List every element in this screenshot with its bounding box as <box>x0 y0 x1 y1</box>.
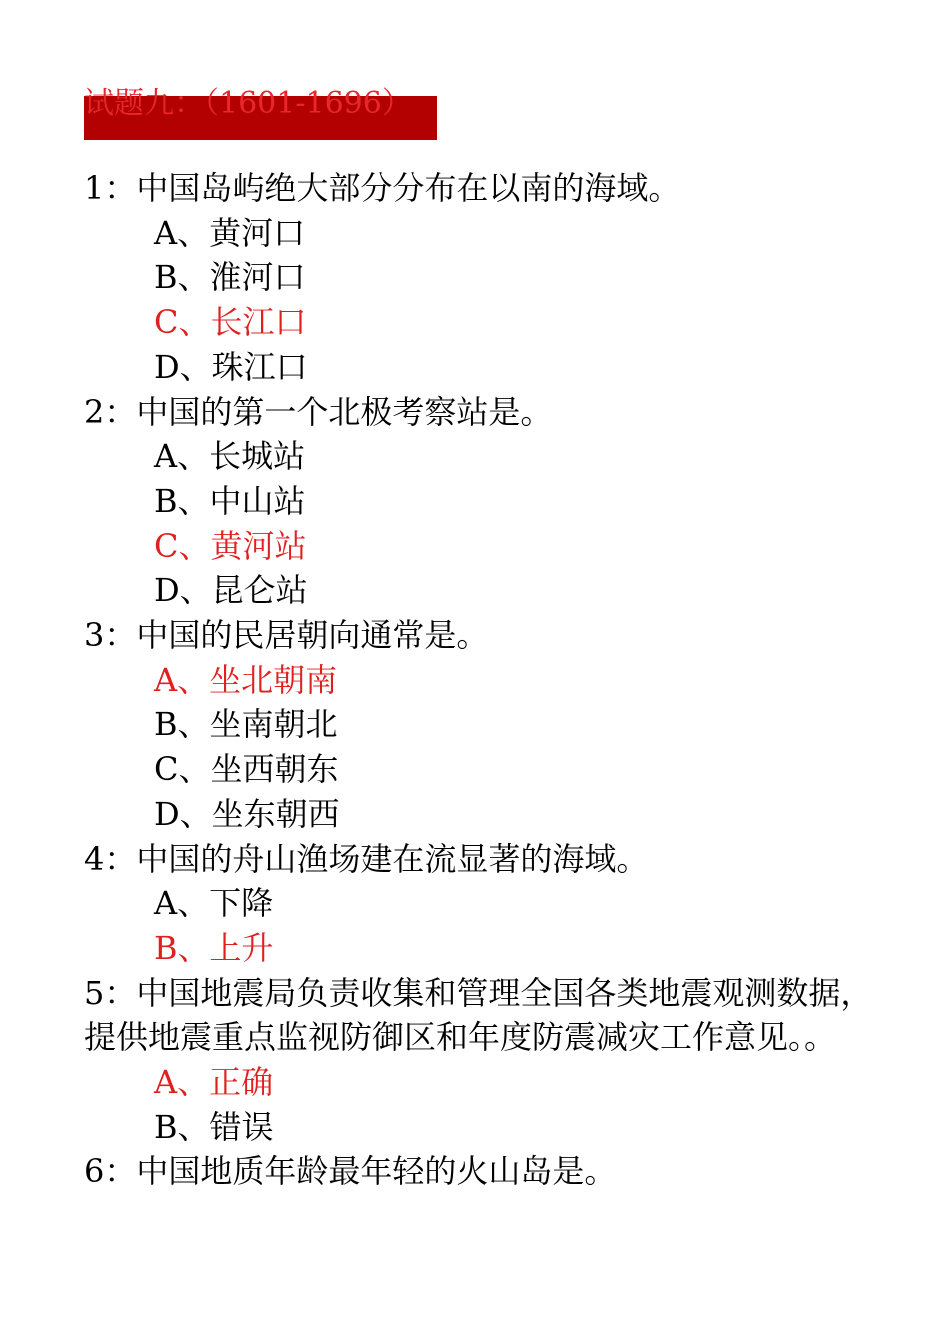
page-title: 试题九：（1601-1696） <box>84 86 412 121</box>
question-text: 1：中国岛屿绝大部分分布在以南的海域。 <box>84 169 681 207</box>
answer-option: C、坐西朝东 <box>154 750 339 789</box>
answer-option: B、坐南朝北 <box>154 705 338 744</box>
question-text: 5：中国地震局负责收集和管理全国各类地震观测数据，提供地震重点监视防御区和年度防震减灾工作意见。。 <box>84 973 873 1057</box>
question-text: 4：中国的舟山渔场建在流显著的海域。 <box>84 839 649 878</box>
correct-answer-option: A、正确 <box>154 1063 274 1102</box>
correct-answer-option: B、上升 <box>154 928 274 967</box>
question-text: 2：中国的第一个北极考察站是。 <box>84 392 553 431</box>
correct-answer-option: A、坐北朝南 <box>154 660 338 699</box>
correct-answer-option: C、黄河站 <box>154 526 307 565</box>
answer-option: A、下降 <box>154 884 274 923</box>
answer-option: B、淮河口 <box>154 258 306 297</box>
correct-answer-option: C、长江口 <box>154 303 307 342</box>
question-text: 3：中国的民居朝向通常是。 <box>84 616 489 655</box>
question-text: 6：中国地质年龄最年轻的火山岛是。 <box>84 1152 617 1191</box>
answer-option: B、错误 <box>154 1107 274 1146</box>
answer-option: B、中山站 <box>154 481 306 520</box>
answer-option: A、黄河口 <box>154 213 306 252</box>
answer-option: D、珠江口 <box>154 347 308 386</box>
answer-option: A、长城站 <box>154 437 306 476</box>
answer-option: D、昆仑站 <box>154 571 308 610</box>
answer-option: D、坐东朝西 <box>154 794 340 833</box>
question-list <box>84 166 874 1194</box>
